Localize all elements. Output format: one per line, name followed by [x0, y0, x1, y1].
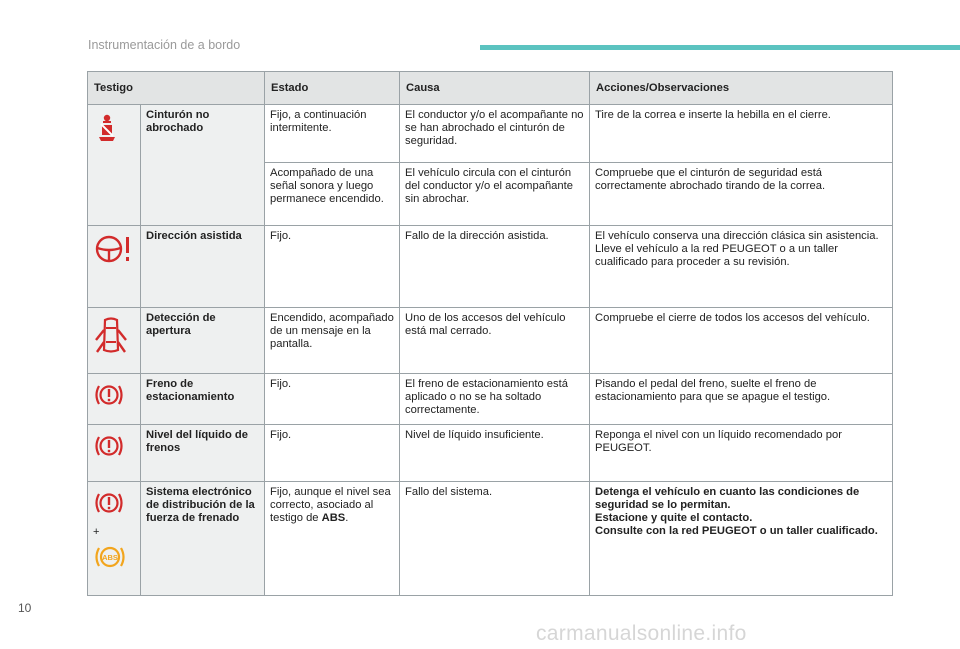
section-title: Instrumentación de a bordo [88, 38, 241, 52]
table-row [88, 425, 893, 482]
causa-cell: El freno de estacionamiento está aplicado o no se ha soltado correctamente. [400, 374, 590, 425]
column-header-causa: Causa [400, 72, 590, 105]
estado-text-end: . [345, 512, 349, 524]
estado-cell: Fijo, a continuación intermitente. [265, 105, 400, 163]
acciones-cell: Compruebe el cierre de todos los accesos del vehículo. [590, 308, 893, 374]
estado-cell [265, 482, 400, 596]
acciones-cell: Tire de la correa e inserte la hebilla en el cierre. [590, 105, 893, 163]
warning-name: Detección de apertura [141, 308, 265, 374]
acciones-cell: El vehículo conserva una dirección clásica sin asistencia. Lleve el vehículo a la red PEUGEOT o a un taller cualificado para proceder a su revisión. [590, 226, 893, 308]
acciones-cell: Reponga el nivel con un líquido recomendado por PEUGEOT. [590, 425, 893, 482]
estado-cell: Acompañado de una señal sonora y luego permanece encendido. [265, 163, 400, 226]
page-number: 10 [18, 601, 32, 615]
header-accent-bar [480, 45, 960, 50]
abs-warning-icon [93, 544, 127, 570]
brake-warning-icon [93, 382, 125, 408]
acciones-cell: Pisando el pedal del freno, suelte el freno de estacionamiento para que se apague el testigo. [590, 374, 893, 425]
table-row [88, 226, 893, 308]
causa-cell: Fallo de la dirección asistida. [400, 226, 590, 308]
warning-name: Sistema electrónico de distribución de la fuerza de frenado [141, 482, 265, 596]
column-header-testigo: Testigo [88, 72, 265, 105]
warning-lights-table [87, 71, 893, 596]
warning-name: Nivel del líquido de frenos [141, 425, 265, 482]
estado-cell: Fijo. [265, 425, 400, 482]
warning-name: Freno de estacionamiento [141, 374, 265, 425]
abs-label: ABS [102, 553, 118, 562]
table-row [88, 374, 893, 425]
causa-cell: Uno de los accesos del vehículo está mal cerrado. [400, 308, 590, 374]
estado-cell: Fijo. [265, 374, 400, 425]
column-header-acciones: Acciones/Observaciones [590, 72, 893, 105]
causa-cell: El conductor y/o el acompañante no se han abrochado el cinturón de seguridad. [400, 105, 590, 163]
acciones-cell: Compruebe que el cinturón de seguridad está correctamente abrochado tirando de la correa. [590, 163, 893, 226]
plus-sign: + [93, 526, 100, 538]
warning-name: Dirección asistida [141, 226, 265, 308]
estado-text: Fijo, aunque el nivel sea correcto, asociado al testigo de [270, 486, 391, 524]
table-row [88, 105, 893, 163]
acciones-cell: Detenga el vehículo en cuanto las condiciones de seguridad se lo permitan. Estacione y quite el contacto. Consulte con la red PEUGEOT o un taller cualificado. [590, 482, 893, 596]
causa-cell: Nivel de líquido insuficiente. [400, 425, 590, 482]
estado-cell: Encendido, acompañado de un mensaje en la pantalla. [265, 308, 400, 374]
steering-wheel-warning-icon [93, 234, 133, 264]
table-row [88, 482, 893, 596]
table-header-row [88, 72, 893, 105]
table-row [88, 308, 893, 374]
estado-abs-bold: ABS [321, 512, 346, 524]
brake-warning-icon [93, 490, 125, 516]
causa-cell: El vehículo circula con el cinturón del conductor y/o el acompañante sin abrochar. [400, 163, 590, 226]
watermark-text: carmanualsonline.info [536, 622, 747, 645]
causa-cell: Fallo del sistema. [400, 482, 590, 596]
warning-name: Cinturón no abrochado [141, 105, 265, 226]
door-open-icon [93, 316, 129, 354]
column-header-estado: Estado [265, 72, 400, 105]
estado-cell: Fijo. [265, 226, 400, 308]
brake-warning-icon [93, 433, 125, 459]
seatbelt-warning-icon [93, 113, 121, 143]
